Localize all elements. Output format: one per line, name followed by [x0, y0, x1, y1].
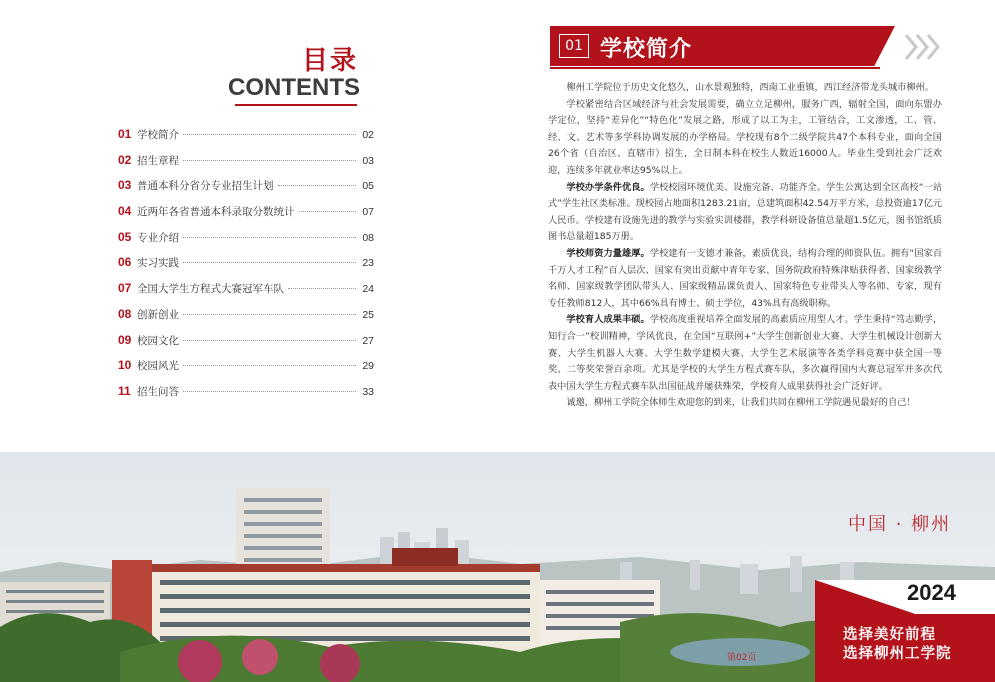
toc-item-number: 04 [118, 204, 132, 219]
toc-leader-dots [299, 211, 357, 212]
toc-leader-dots [183, 391, 356, 392]
paragraph-body: 学校建有一支德才兼备，素质优良，结构合理的师资队伍。拥有“国家百千万人才工程”百人层次、国家有突出贡献中青年专家、国务院政府特殊津贴获得者、国家级教学名师、国家级教学团队带头人、国家级精品课负责人、国家特色专业带头人等名师、专家，现有专任教师812人，其中66%具有博士、硕士学位，43%具有高级职称。 [548, 247, 943, 309]
paragraph [548, 312, 942, 395]
paragraph: 学校紧密结合区域经济与社会发展需要，确立立足柳州，服务广西，辐射全国，面向东盟办学定位，坚持“差异化”“特色化”发展之路，形成了以工为主，工管结合，工文渗透，工、管、经、文、艺术等多学科协调发展的办学格局。学校现有8个二级学院共47个本科专业，面向全国26个省（自治区、直辖市）招生，全日制本科在校生人数近16000人。毕业生受到社会广泛欢迎，连续多年就业率达95%以上。 [548, 98, 942, 176]
toc-item-number: 06 [118, 255, 132, 270]
toc-item-label: 专业介绍 [137, 231, 179, 244]
toc-item-page: 24 [362, 283, 374, 296]
toc-item-label: 校园风光 [137, 360, 179, 373]
toc-item-number: 10 [118, 358, 132, 373]
toc-item-page: 29 [362, 360, 374, 373]
paragraph-lead: 学校师资力量雄厚。 [566, 247, 650, 259]
paragraph: 诚邀，柳州工学院全体师生欢迎您的到来，让我们共同在柳州工学院遇见最好的自己！ [566, 397, 916, 409]
toc-item-page: 07 [362, 206, 374, 219]
section-header [550, 26, 895, 68]
toc-item[interactable] [118, 178, 374, 204]
toc-item-number: 05 [118, 229, 132, 244]
toc-item-number: 01 [118, 127, 132, 141]
toc-item-label: 学校简介 [137, 129, 179, 141]
toc-item-number: 03 [118, 178, 132, 193]
slogan-line-2: 选择柳州工学院 [843, 646, 952, 662]
toc-item-page: 23 [362, 257, 374, 270]
toc-item-label: 近两年各省普通本科录取分数统计 [137, 206, 295, 219]
toc-leader-dots [183, 237, 356, 238]
paragraph-lead: 学校办学条件优良。 [566, 181, 650, 193]
toc-item[interactable] [118, 281, 374, 307]
toc-item-label: 招生章程 [137, 154, 179, 167]
page-number: 第02页 [727, 653, 757, 663]
toc-item-number: 02 [118, 152, 132, 167]
section-underline [550, 67, 880, 69]
toc-leader-dots [183, 365, 356, 366]
paragraph [548, 246, 942, 312]
school-intro-article [548, 80, 942, 412]
section-title: 学校简介 [600, 37, 693, 62]
paragraph: 柳州工学院位于历史文化悠久，山水景观独特，西南工业重镇，西江经济带龙头城市柳州。 [566, 82, 934, 93]
toc-item[interactable] [118, 127, 374, 153]
toc-leader-dots [183, 160, 356, 161]
toc-item[interactable] [118, 307, 374, 333]
paragraph-body: 学校高度重视培养全面发展的高素质应用型人才。学生秉持“笃志勤学，知行合一”校训精神，学风优良，在全国“互联网+”大学生创新创业大赛、大学生机械设计创新大赛、大学生机器人大赛、大学生数学建模大赛、大学生艺术展演等各类学科竞赛中获全国一等奖、二等奖荣誉百余项。尤其是学校的大学生方程式赛车队，多次赢得国内大赛总冠军并多次代表中国大学生方程式赛车队出国征战并屡获殊荣，学校育人成果获得社会广泛好评。 [548, 314, 943, 392]
slogan-line-1: 选择美好前程 [843, 627, 936, 643]
paragraph-lead: 学校育人成果丰硕。 [566, 314, 650, 326]
toc-item-number: 09 [118, 332, 132, 347]
toc-leader-dots [183, 134, 356, 135]
toc-item-label: 全国大学生方程式大赛冠军车队 [137, 283, 284, 296]
table-of-contents [118, 127, 374, 410]
toc-item-number: 07 [118, 281, 132, 296]
toc-item-page: 08 [362, 231, 374, 244]
toc-item[interactable] [118, 230, 374, 256]
toc-item-page: 05 [362, 180, 374, 193]
toc-item[interactable] [118, 384, 374, 410]
toc-leader-dots [183, 340, 356, 341]
toc-item-label: 招生问答 [137, 385, 179, 398]
toc-item[interactable] [118, 204, 374, 230]
section-number: 01 [559, 34, 589, 58]
toc-leader-dots [278, 185, 357, 186]
paragraph [548, 180, 942, 246]
toc-leader-dots [183, 314, 356, 315]
toc-leader-dots [288, 288, 356, 289]
toc-item-label: 校园文化 [137, 334, 179, 347]
toc-item-number: 11 [118, 383, 131, 398]
toc-title-en: CONTENTS [228, 74, 360, 101]
toc-item-page: 25 [362, 308, 374, 321]
toc-underline [235, 104, 357, 106]
toc-leader-dots [183, 262, 356, 263]
toc-item-page: 03 [362, 154, 374, 167]
chevron-right-icon [902, 30, 942, 64]
toc-item[interactable] [118, 255, 374, 281]
toc-item[interactable] [118, 358, 374, 384]
toc-title-cn: 目录 [301, 46, 358, 76]
year-label: 2024 [907, 580, 956, 605]
toc-item-label: 创新创业 [137, 308, 179, 321]
paragraph-body: 学校校园环境优美、设施完备、功能齐全。学生公寓达到全区高校“一站式”学生社区类标准。现校园占地面积1283.21亩，总建筑面积42.54万平方米，总投资逾17亿元人民币。学校建有设施先进的教学与实验实训楼群，教学科研设备值总量超1.5亿元，图书馆纸质图书总量超185万册。 [548, 181, 943, 243]
toc-item-label: 实习实践 [137, 257, 179, 270]
location-label: 中国 · 柳州 [848, 514, 952, 535]
toc-item[interactable] [118, 153, 374, 179]
toc-item-page: 02 [362, 129, 374, 141]
toc-item-label: 普通本科分省分专业招生计划 [137, 180, 274, 193]
toc-item[interactable] [118, 333, 374, 359]
toc-item-page: 33 [362, 385, 374, 398]
toc-item-number: 08 [118, 306, 132, 321]
toc-item-page: 27 [362, 334, 374, 347]
